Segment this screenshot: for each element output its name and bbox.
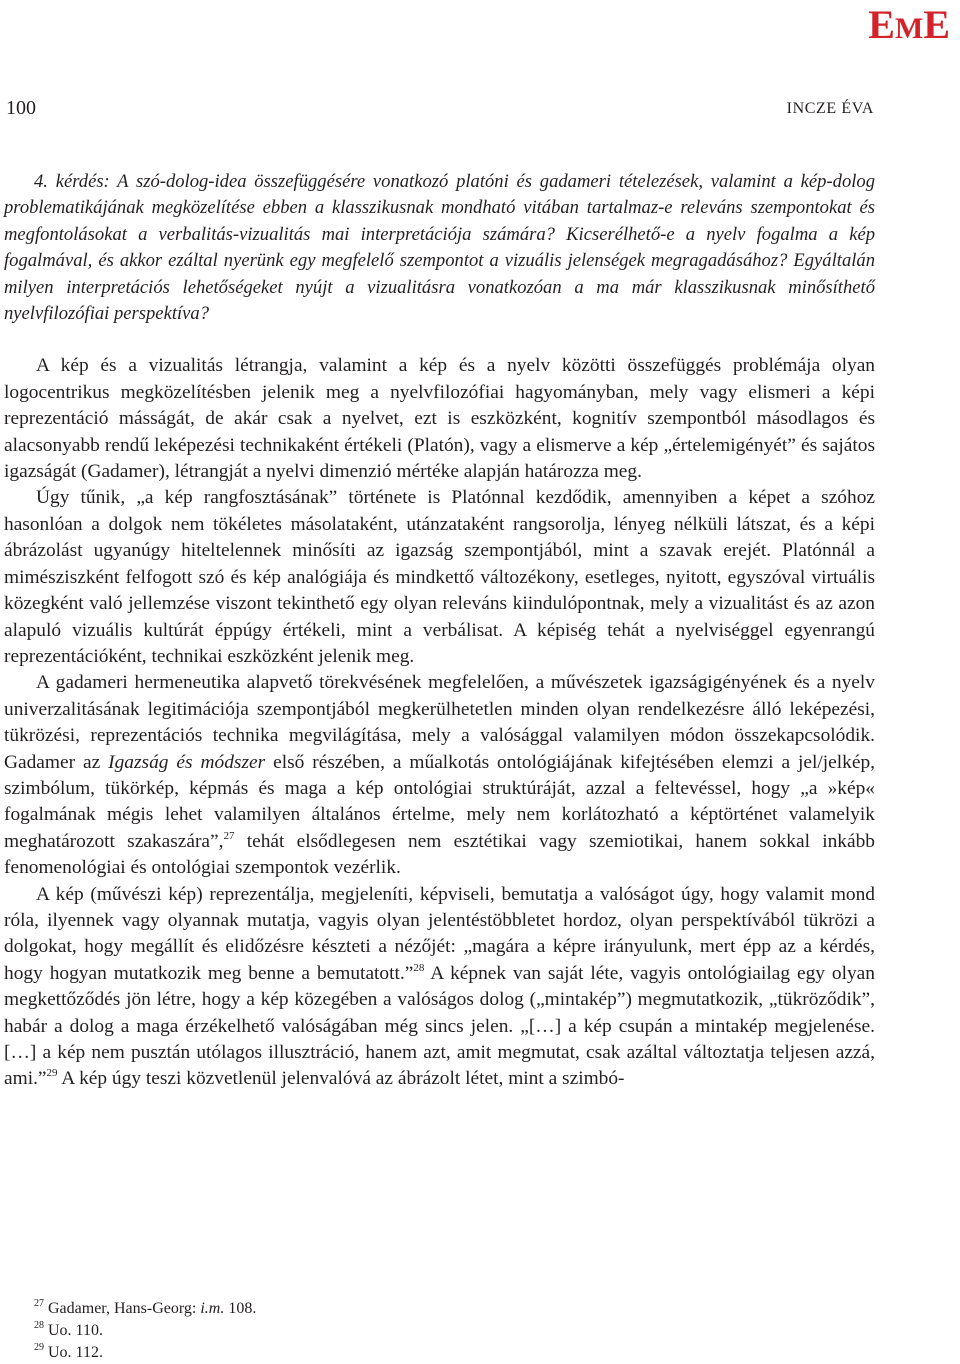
footnote-29 [34, 1342, 256, 1364]
footnote-number: 29 [34, 1342, 44, 1353]
interview-question: 4. kérdés: A szó-dolog-idea összefüggésére vonatkozó platóni és gadameri tételezések, valamint a kép-dolog problematikájának megközelítése ebben a klasszikusnak mondható vitában tartalmaz-e releváns szempontokat és megfontolásokat a verbalitás-vizualitás mai interpretációja számára? Kicserélhető-e a nyelv fogalma a kép fogalmával, és akkor ezáltal nyerünk egy megfelelő szempontot a vizuális jelenségek megragadásához? Egyáltalán milyen interpretációs lehetőségeket nyújt a vizualitásra vonatkozóan a ma már klasszikusnak minősíthető nyelvfilozófiai perspektíva? [4, 171, 875, 325]
footnote-28 [34, 1320, 256, 1342]
footnote-ref-28[interactable]: 28 [413, 961, 425, 974]
footnote-text: 108. [224, 1300, 257, 1317]
paragraph-text: A kép úgy teszi közvetlenül jelenvalóvá az ábrázolt létet, mint a szimbó- [57, 1068, 625, 1090]
paragraph-text: A kép (művészi kép) reprezentálja, megjeleníti, képviseli, bemutatja a valóságot úgy, hogy valamit mond róla, ilyennek vagy olyannak mutatja, vagyis olyan jelentéstöbbletet hordoz, olyan perspektívából tükrözi a dolgokat, hogy megállít és elidőzésre készteti a nézőjét: „magára a képre irányulunk, mert épp az a kérdés, hogy hogyan mutatkozik meg benne a bemutatott.” [4, 883, 875, 984]
footnote-ref-27[interactable]: 27 [223, 829, 235, 842]
footnote-number: 28 [34, 1320, 44, 1331]
body-paragraph-2: Úgy tűnik, „a kép rangfosztásának” története is Platónnal kezdődik, amennyiben a képet a szóhoz hasonlóan a dolgok nem tökéletes másolataként, utánzataként rangsorolja, lényeg nélküli látszat, és a képi ábrázolást ugyanúgy hiteltelennek minősíti az igazság szempontjából, mint a szavak erejét. Platónnál a mimésziszként felfogott szó és kép analógiája és mindkettő változékony, esetleges, nyitott, egyszóval virtuális közegként való jellemzése viszont tekinthető egy olyan releváns kiindulópontnak, mely a vizualitást és az azon alapuló vizuális kultúrát éppúgy értékeli, mint a verbálisat. A képiség tehát a nyelviséggel egyenrangú reprezentációként, technikai eszközként jelenik meg. [4, 487, 875, 667]
body-paragraph-4 [4, 882, 875, 1093]
footnote-text: Uo. 110. [44, 1322, 103, 1339]
paragraph-text: A képnek van saját léte, vagyis ontológiailag egy olyan megkettőződés jön létre, hogy a kép közegében a valóságos dolog („mintakép”) megmutatkozik, „tükröződik”, habár a dolog a maga érzékelhető valóságában még sincs jelen. „[…] a kép csupán a mintakép megjelenése. […] a kép nem pusztán utólagos illusztráció, hanem azt, amit megmutat, csak azáltal változtatja teljesen azzá, ami.” [4, 962, 875, 1090]
book-title: Igazság és módszer [108, 751, 266, 773]
page-body [4, 169, 875, 1093]
footnote-abbrev: i.m. [200, 1300, 225, 1317]
footnote-text: Uo. 112. [44, 1344, 103, 1361]
footnote-27 [34, 1298, 256, 1320]
paragraph-text: első részében, a műalkotás ontológiájának kifejtésében elemzi a jel/jelkép, szimbólum, tükörkép, képmás és maga a kép ontológiai struktúráját, azzal a feltevéssel, hogy „a »kép« fogalmának mégis lehet valamilyen általános értelme, mely nem korlátozható a képtörténet valamelyik meghatározott szakaszára”, [4, 751, 875, 852]
page-number: 100 [6, 97, 36, 119]
body-paragraph-3 [4, 670, 875, 881]
journal-logo: EME [868, 2, 950, 47]
body-paragraph-1: A kép és a vizualitás létrangja, valamint a kép és a nyelv közötti összefüggés problémája olyan logocentrikus megközelítésben jelenik meg a nyelvfilozófiai hagyományban, mely vagy elismeri a képi reprezentáció másságát, de akár csak a nyelvet, ezt is eszközként, kognitív szempontból másodlagos és alacsonyabb rendű leképezési technikaként értékeli (Platón), vagy a elismerve a kép „értelemigényét” és sajátos igazságát (Gadamer), létrangját a nyelvi dimenzió mértéke alapján határozza meg. [4, 355, 875, 483]
footnote-text: Gadamer, Hans-Georg: [44, 1300, 201, 1317]
paragraph-text: tehát elsődlegesen nem esztétikai vagy szemiotikai, hanem sokkal inkább fenomenológiai és ontológiai szempontok vezérlik. [4, 830, 875, 879]
footnote-ref-29[interactable]: 29 [46, 1067, 58, 1080]
footnotes [34, 1298, 256, 1364]
footnote-number: 27 [34, 1298, 44, 1309]
paragraph-text: A gadameri hermeneutika alapvető törekvésének megfelelően, a művészetek igazságigényének és a nyelv univerzalitásának legitimációja szempontjából megkerülhetetlen minden olyan rendelkezésre álló leképezési, tükrözési, reprezentációs technika megvilágítása, mely a valósággal valamilyen módon összekapcsolódik. Gadamer az [4, 672, 875, 773]
running-head-author: INCZE ÉVA [786, 100, 874, 117]
